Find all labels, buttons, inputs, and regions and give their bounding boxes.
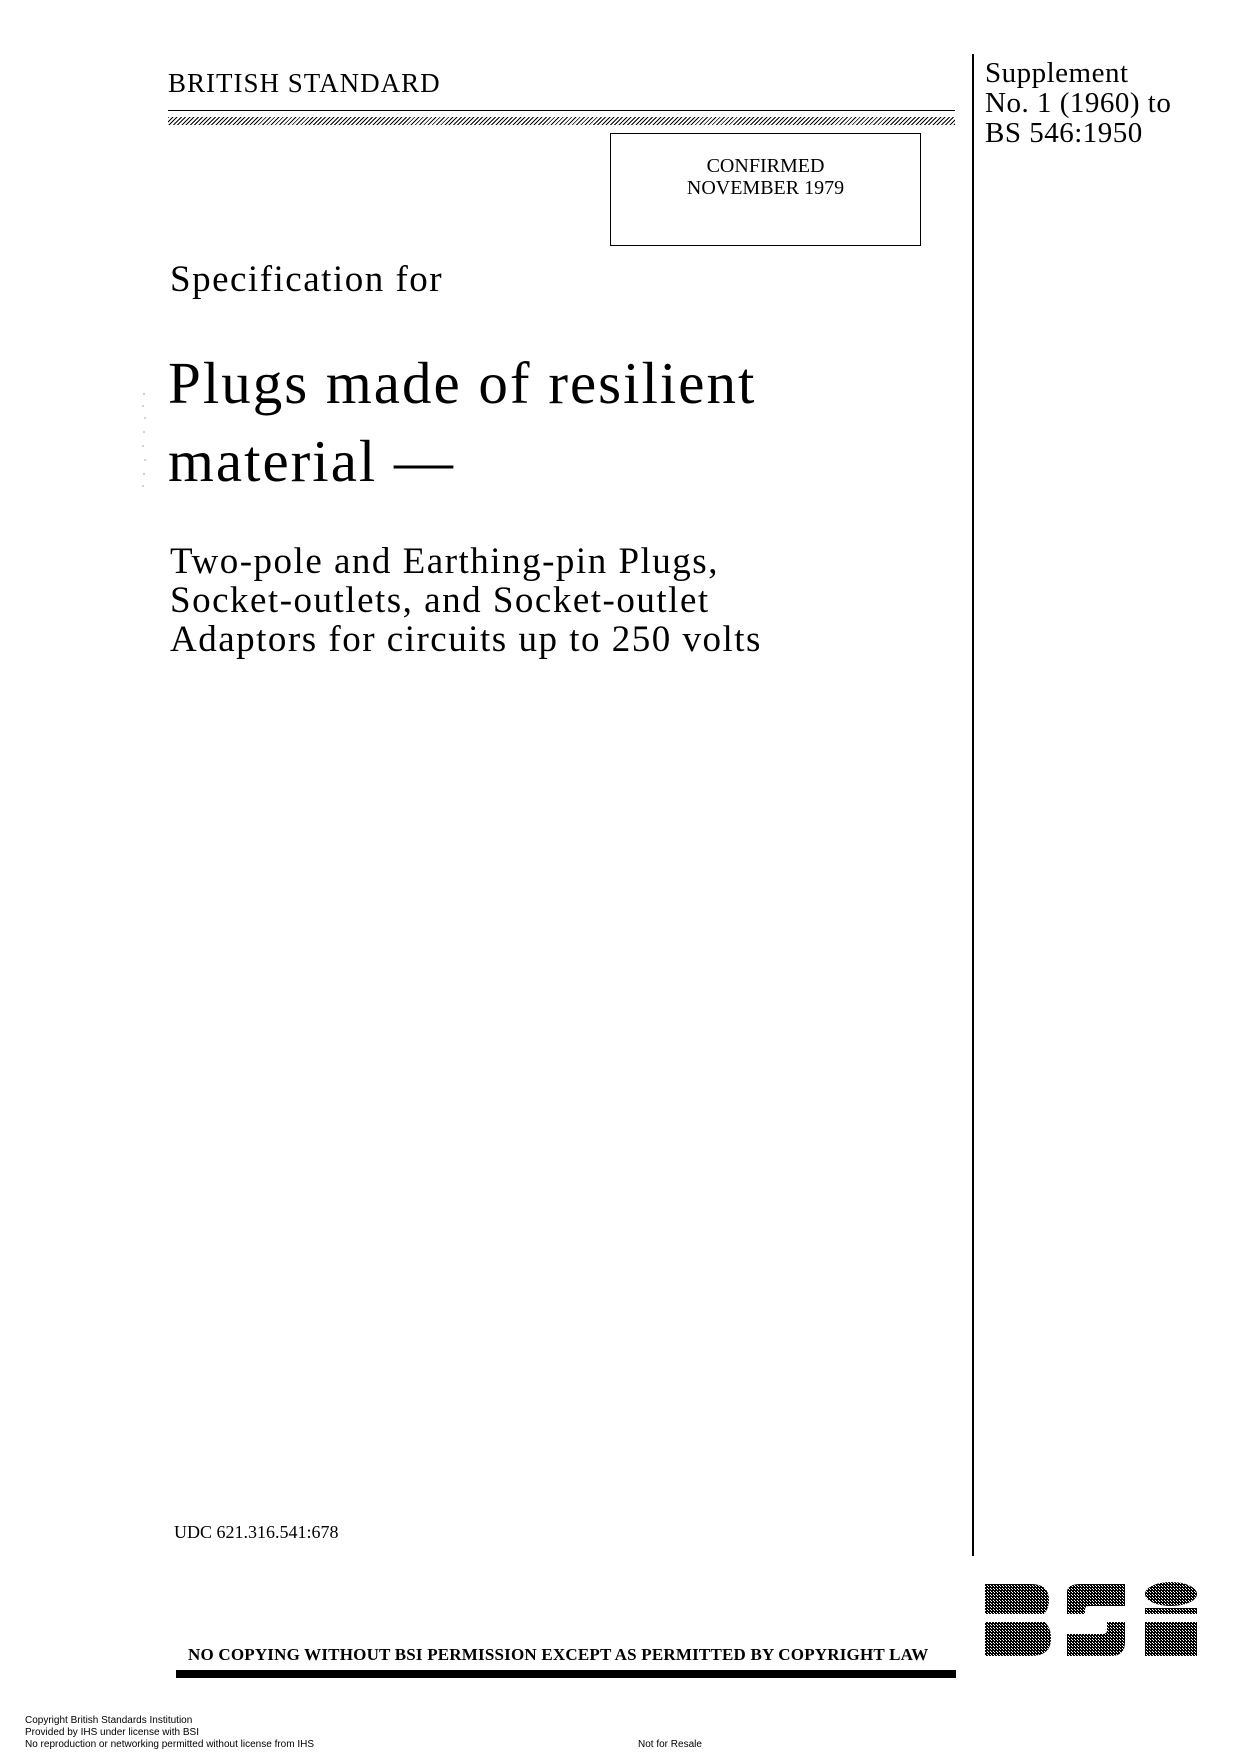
copyright-notice: NO COPYING WITHOUT BSI PERMISSION EXCEPT AS PERMITTED BY COPYRIGHT LAW [188, 1645, 929, 1664]
header-hatched-rule [168, 117, 955, 125]
main-title [168, 344, 756, 500]
license-footer [25, 1715, 314, 1751]
subtitle [170, 542, 762, 659]
subtitle-line: Socket-outlets, and Socket-outlet [170, 580, 710, 621]
not-for-resale-label: Not for Resale [638, 1739, 702, 1750]
vertical-divider [972, 54, 974, 1556]
supplement-reference [985, 58, 1171, 148]
main-title-line: material — [168, 428, 456, 494]
supplement-line: Supplement [985, 57, 1129, 89]
footer-line: No reproduction or networking permitted without license from IHS [25, 1739, 315, 1750]
confirmed-stamp-box [610, 133, 921, 246]
footer-line: Provided by IHS under license with BSI [25, 1727, 199, 1738]
subtitle-line: Two-pole and Earthing-pin Plugs, [170, 541, 719, 582]
bottom-rule [176, 1670, 956, 1678]
document-series-label: BRITISH STANDARD [168, 68, 441, 98]
supplement-line: BS 546:1950 [985, 117, 1143, 149]
margin-speckle-marks [140, 390, 148, 490]
title-prefix: Specification for [170, 259, 444, 300]
confirmed-date: NOVEMBER 1979 [686, 177, 845, 199]
footer-line: Copyright British Standards Institution [25, 1715, 193, 1726]
bsi-logo-icon [985, 1580, 1210, 1660]
subtitle-line: Adaptors for circuits up to 250 volts [170, 619, 762, 660]
header-rule [168, 110, 955, 111]
confirmed-label: CONFIRMED [706, 155, 825, 177]
main-title-line: Plugs made of resilient [168, 350, 757, 416]
supplement-line: No. 1 (1960) to [985, 87, 1172, 119]
udc-classification: UDC 621.316.541:678 [174, 1522, 339, 1542]
